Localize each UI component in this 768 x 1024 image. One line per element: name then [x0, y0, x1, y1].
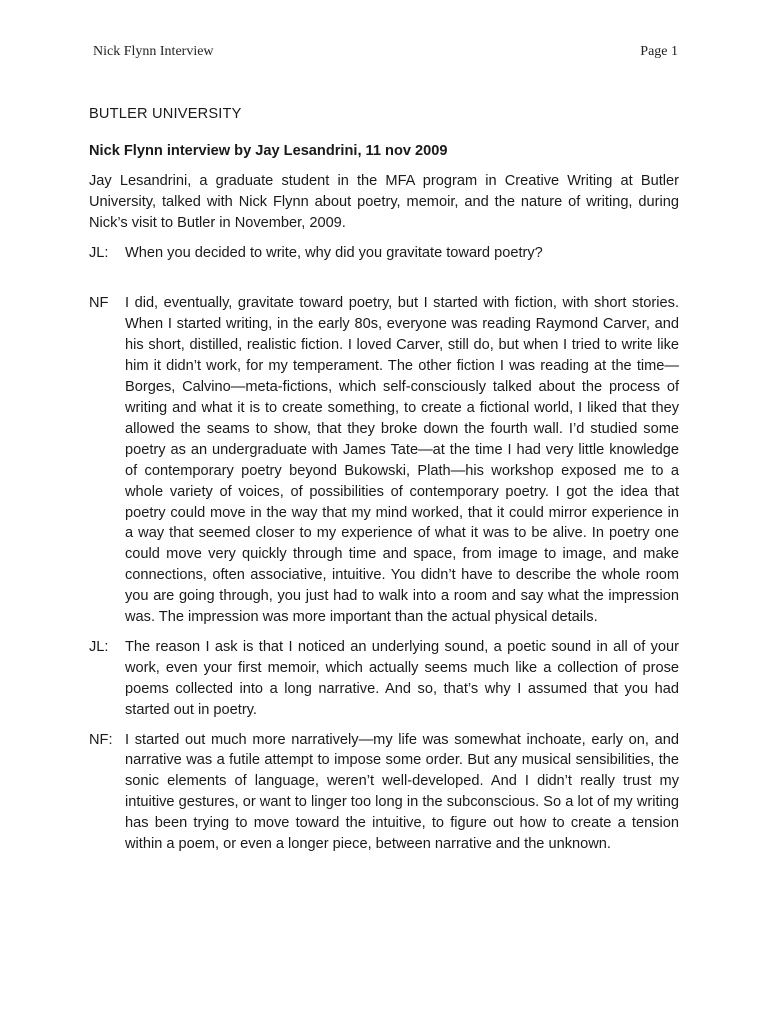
interview-turn	[89, 637, 679, 721]
institution-name: BUTLER UNIVERSITY	[89, 106, 242, 122]
speaker-label: NF	[89, 295, 109, 312]
header-document-title: Nick Flynn Interview	[93, 44, 214, 59]
interview-turn	[89, 293, 679, 628]
running-header	[93, 44, 678, 64]
speech-text: I did, eventually, gravitate toward poetry, but I started with fiction, with short stories. When I started writing, in the early 80s, everyone was reading Raymond Carver, and his short, distilled, realistic fiction. I loved Carver, still do, but when I tried to write like him it didn’t work, for my temperament. The other fiction I was reading at the time—Borges, Calvino—meta-fictions, which self-consciously talked about the process of writing and what it is to create something, to create a fictional world, I liked that they allowed the seams to show, that they broke down the fourth wall. I’d studied some poetry as an undergraduate with James Tate—at the time I had very little knowledge of contemporary poetry beyond Bukowski, Plath—his workshop exposed me to a whole variety of voices, of possibilities of contemporary poetry. I got the idea that poetry could move in the way that my mind worked, that it could mirror experience in a way that seemed closer to my experience of what it was to be alive. In poetry one could move very quickly through time and space, from image to image, and make connections, often associative, intuitive. You didn’t have to describe the whole room you are going through, you just had to walk into a room and say what the impression was. The impression was more important than the actual physical details.	[125, 295, 679, 626]
speaker-label: JL:	[89, 638, 109, 655]
speech-text: When you decided to write, why did you gravitate toward poetry?	[125, 244, 543, 261]
document-body	[89, 104, 679, 864]
intro-paragraph: Jay Lesandrini, a graduate student in the MFA program in Creative Writing at Butler University, talked with Nick Flynn about poetry, memoir, and the nature of writing, during Nick’s visit to Butler in November, 2009.	[89, 172, 679, 231]
speech-text: The reason I ask is that I noticed an underlying sound, a poetic sound in all of your work, even your first memoir, which actually seems much like a collection of prose poems collected into a long narrative. And so, that’s why I assumed that you had started out in poetry.	[125, 638, 679, 718]
speaker-label: NF:	[89, 731, 113, 748]
header-page-number: Page 1	[640, 44, 678, 59]
interview-title: Nick Flynn interview by Jay Lesandrini, 11 nov 2009	[89, 142, 448, 159]
interview-turn	[89, 730, 679, 855]
speaker-label: JL:	[89, 244, 109, 261]
speech-text: I started out much more narratively—my life was somewhat inchoate, early on, and narrative was a futile attempt to impose some order. But any musical sensibilities, the sonic elements of language, weren’t well-developed. And I didn’t really trust my intuitive gestures, or want to linger too long in the subconscious. So a lot of my writing has been trying to move toward the intuitive, to figure out how to create a tension within a poem, or even a longer piece, between narrative and the unknown.	[125, 731, 679, 853]
interview-turn	[89, 243, 679, 264]
